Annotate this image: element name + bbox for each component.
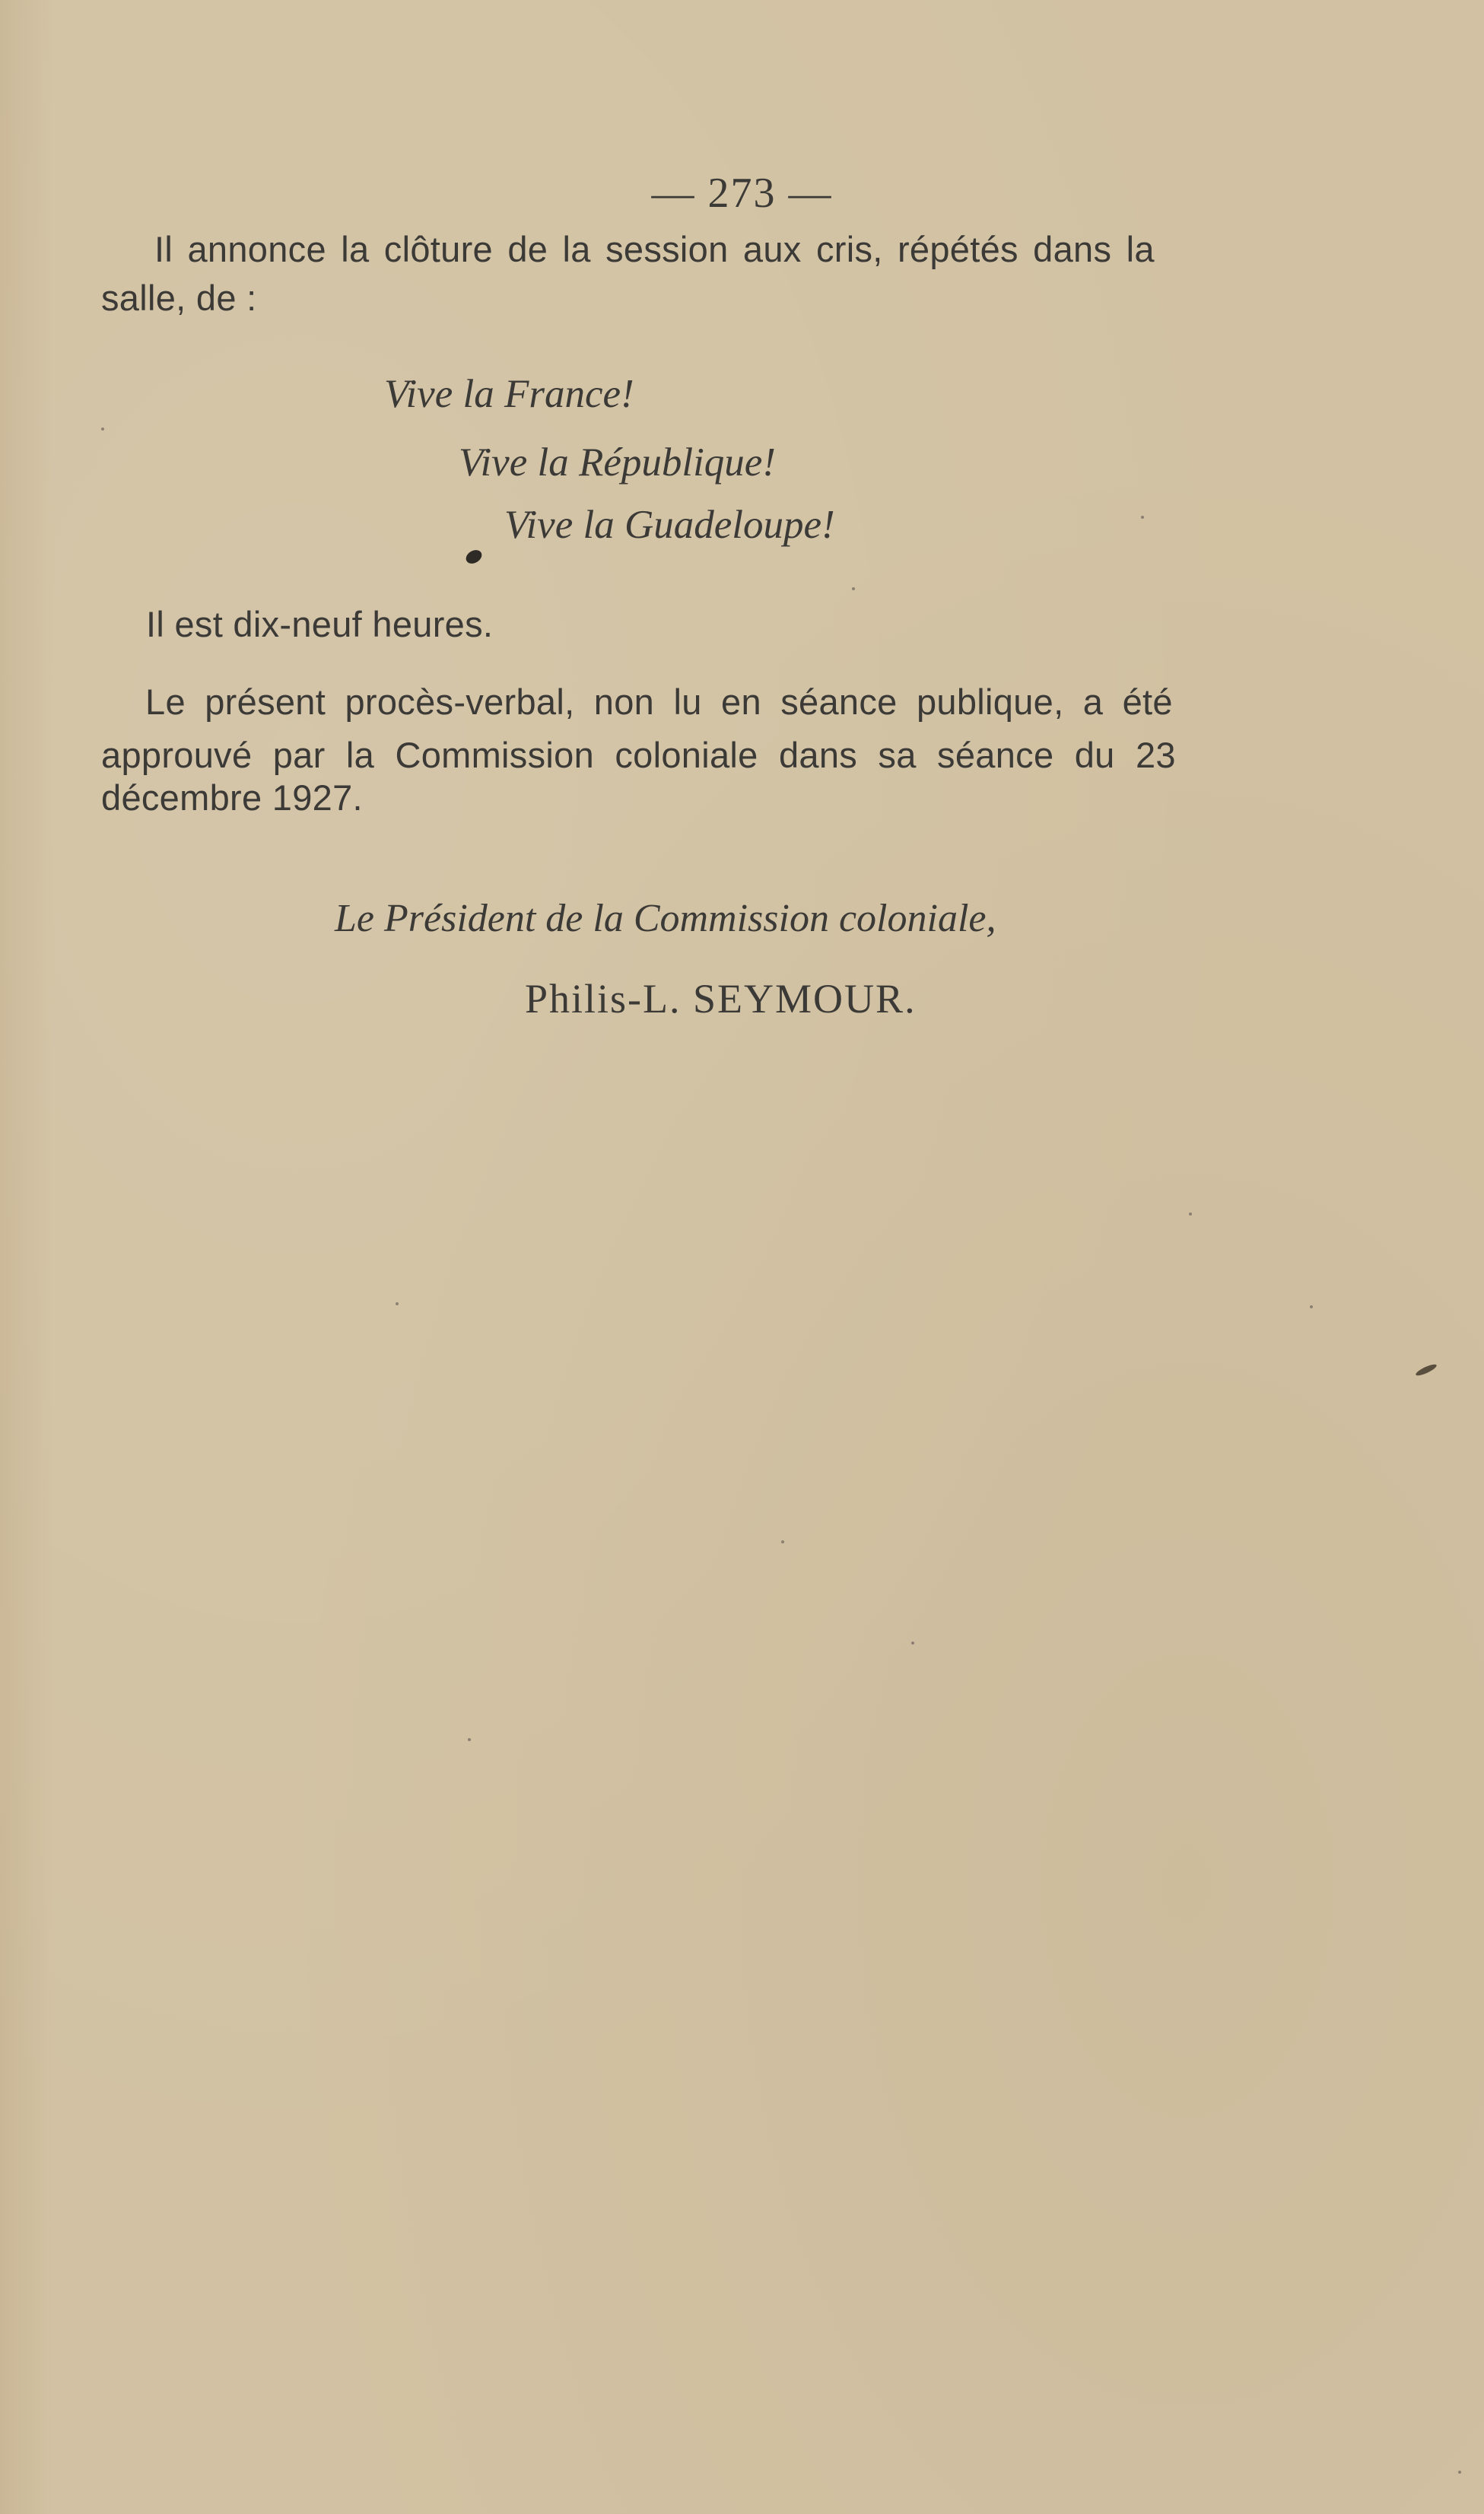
signature-name: Philis-L. SEYMOUR. [525, 976, 917, 1022]
paper-speck [1189, 1213, 1192, 1216]
paper-speck [1141, 516, 1144, 519]
paper-speck [1458, 2471, 1461, 2474]
time-line: Il est dix-neuf heures. [146, 604, 494, 644]
paper-speck [911, 1642, 914, 1645]
paper-speck [396, 1302, 399, 1305]
closing-paragraph-line-2: salle, de : [101, 278, 257, 318]
exclamation-france: Vive la France! [384, 372, 634, 416]
closing-paragraph-line-1: Il annonce la clôture de la session aux cris, répétés dans la [154, 229, 1155, 269]
approval-paragraph-line-1: Le présent procès-verbal, non lu en séance publique, a été [145, 682, 1173, 722]
page-number: — 273 — [651, 170, 833, 217]
paper-speck [468, 1738, 471, 1741]
ink-speck [463, 548, 484, 567]
signature-role: Le Président de la Commission coloniale, [335, 897, 996, 940]
paper-speck [852, 587, 855, 590]
exclamation-guadeloupe: Vive la Guadeloupe! [504, 503, 835, 547]
ink-speck [1415, 1362, 1438, 1378]
paper-speck [101, 427, 104, 431]
paper-speck [1310, 1305, 1313, 1308]
approval-paragraph-line-3: décembre 1927. [101, 777, 363, 818]
approval-paragraph-line-2: approuvé par la Commission coloniale dans sa séance du 23 [101, 735, 1176, 775]
paper-speck [781, 1540, 784, 1543]
exclamation-republique: Vive la République! [459, 440, 776, 485]
